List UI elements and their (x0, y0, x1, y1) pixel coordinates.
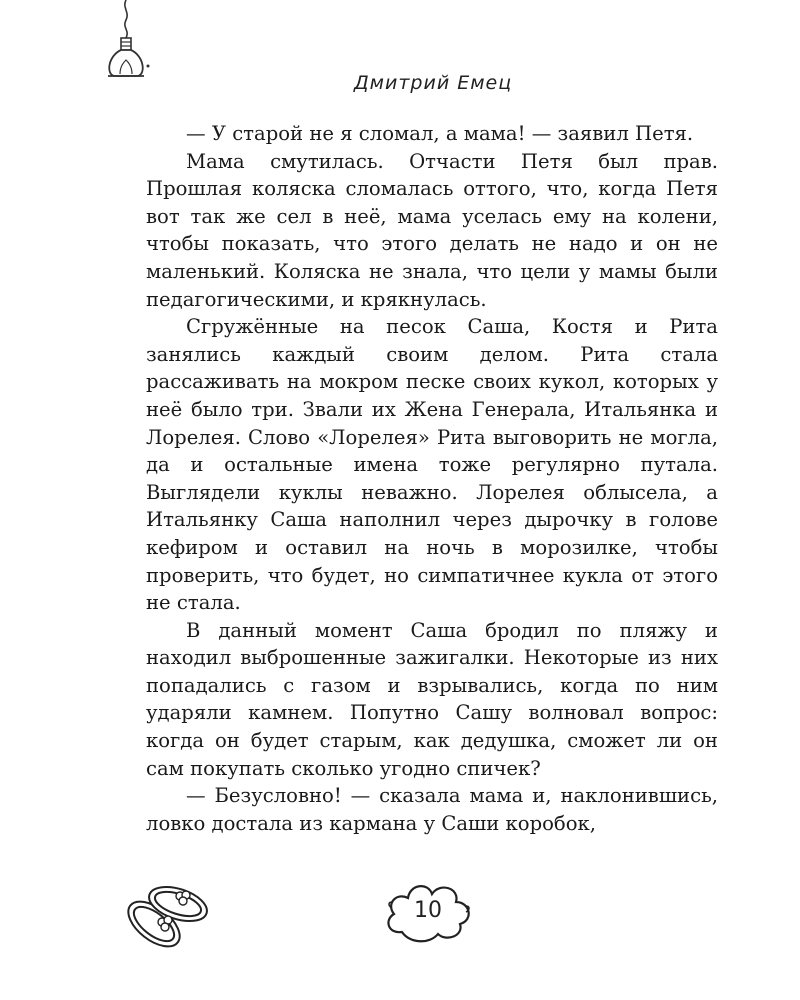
slippers-icon (118, 878, 212, 950)
paragraph: — Безусловно! — сказала мама и, наклонившись, ловко достала из кармана у Саши коробок, (146, 784, 718, 835)
paragraph: В данный момент Саша бродил по пляжу и находил выброшенные зажигалки. Некоторые из них попадались с газом и взрывались, когда по ним ударяли камнем. Попутно Сашу волновал вопрос: когда он будет старым, как дедушка, сможет ли он сам покупать сколько угодно спичек? (146, 618, 718, 780)
running-header-author: Дмитрий Емец (353, 72, 513, 94)
paragraph: — У старой не я сломал, а мама! — заявил Петя. (186, 122, 694, 145)
paragraph: Сгружённые на песок Саша, Костя и Рита занялись каждый своим делом. Рита стала рассаживать на мокром песке своих кукол, которых у неё было три. Звали их Жена Генерала, Итальянка и Лорелея. Слово «Лорелея» Рита выговорить не могла, да и остальные имена тоже регулярно путала. Выглядели куклы неважно. Лорелея облысела, а Итальянку Саша наполнил через дырочку в голове кефиром и оставил на ночь в морозилке, чтобы проверить, что будет, но симпатичнее кукла от этого не стала. (146, 315, 718, 615)
paragraph: Мама смутилась. Отчасти Петя был прав. Прошлая коляска сломалась оттого, что, когда Петя вот так же сел в неё, мама уселась ему на колени, чтобы показать, что этого делать не надо и он не маленький. Коляска не знала, что цели у мамы были педагогическими, и крякнулась. (146, 149, 718, 311)
page-body (146, 120, 718, 837)
page-number: 10 (414, 898, 442, 923)
